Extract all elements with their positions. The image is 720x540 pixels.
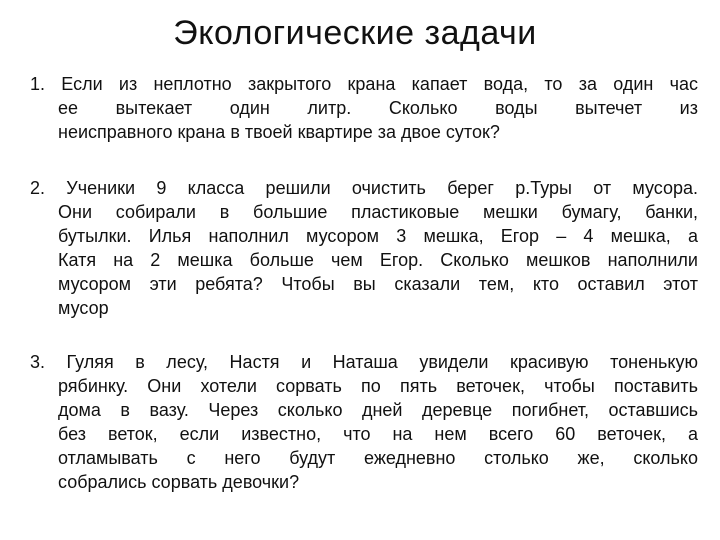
task-line: дома в вазу. Через сколько дней деревце погибнет, оставшись xyxy=(58,400,698,420)
task-line: 3. Гуляя в лесу, Настя и Наташа увидели красивую тоненькую xyxy=(30,352,698,372)
task-line: мусором эти ребята? Чтобы вы сказали тем, кто оставил этот xyxy=(58,274,698,294)
task-line: рябинку. Они хотели сорвать по пять веточек, чтобы поставить xyxy=(58,376,698,396)
task-line: бутылки. Илья наполнил мусором 3 мешка, Егор – 4 мешка, а xyxy=(58,226,698,246)
task-line: 1. Если из неплотно закрытого крана капает вода, то за один час xyxy=(30,74,698,94)
task-line: 2. Ученики 9 класса решили очистить берег р.Туры от мусора. xyxy=(30,178,698,198)
task-line: неисправного крана в твоей квартире за двое суток? xyxy=(58,122,500,142)
task-1 xyxy=(30,72,698,144)
task-line: ее вытекает один литр. Сколько воды вытечет из xyxy=(58,98,698,118)
task-line: мусор xyxy=(58,298,109,318)
task-line: отламывать с него будут ежедневно столько же, сколько xyxy=(58,448,698,468)
task-2 xyxy=(30,176,698,320)
task-line: собрались сорвать девочки? xyxy=(58,472,300,492)
task-3 xyxy=(30,350,698,494)
slide-title: Экологические задачи xyxy=(173,14,537,52)
task-line: Катя на 2 мешка больше чем Егор. Сколько мешков наполнили xyxy=(58,250,698,270)
task-line: без веток, если известно, что на нем всего 60 веточек, а xyxy=(58,424,698,444)
task-line: Они собирали в большие пластиковые мешки бумагу, банки, xyxy=(58,202,698,222)
